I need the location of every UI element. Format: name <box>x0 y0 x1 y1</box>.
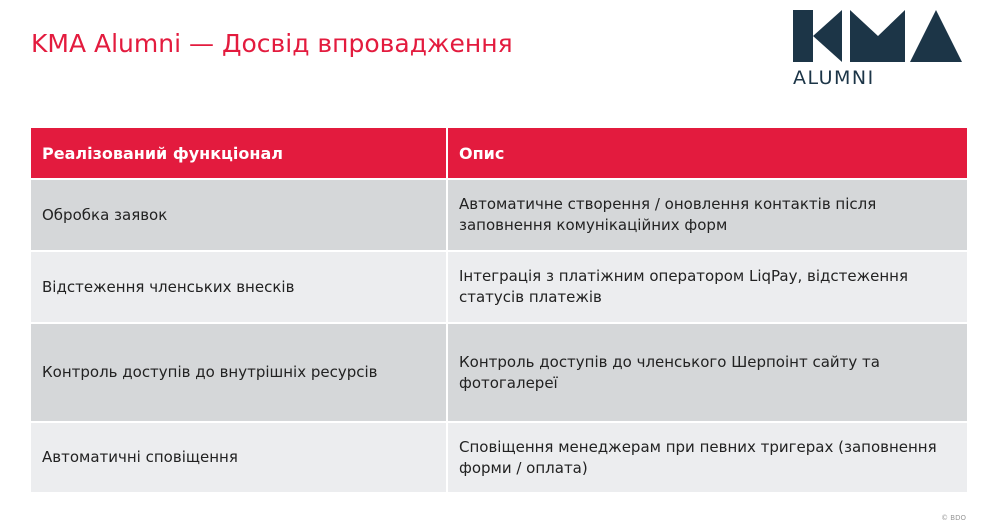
description-cell: Автоматичне створення / оновлення контактів після заповнення комунікаційних форм <box>447 179 967 251</box>
copyright-text: © BDO <box>941 514 966 522</box>
kma-logo-mark <box>790 9 965 64</box>
table-row <box>31 422 967 492</box>
table-row <box>31 251 967 323</box>
logo-text: ALUMNI <box>793 67 875 89</box>
features-table <box>31 128 967 492</box>
table-header-row <box>31 128 967 179</box>
description-cell: Інтеграція з платіжним оператором LiqPay, відстеження статусів платежів <box>447 251 967 323</box>
header-description: Опис <box>447 128 967 179</box>
feature-cell: Обробка заявок <box>31 179 447 251</box>
description-cell: Сповіщення менеджерам при певних тригерах (заповнення форми / оплата) <box>447 422 967 492</box>
table-row <box>31 323 967 422</box>
feature-cell: Контроль доступів до внутрішніх ресурсів <box>31 323 447 422</box>
table-row <box>31 179 967 251</box>
description-cell: Контроль доступів до членського Шерпоінт сайту та фотогалереї <box>447 323 967 422</box>
feature-cell: Відстеження членських внесків <box>31 251 447 323</box>
feature-cell: Автоматичні сповіщення <box>31 422 447 492</box>
slide-title: KMA Alumni — Досвід впровадження <box>31 28 513 58</box>
kma-alumni-logo <box>790 9 965 89</box>
header-feature: Реалізований функціонал <box>31 128 447 179</box>
